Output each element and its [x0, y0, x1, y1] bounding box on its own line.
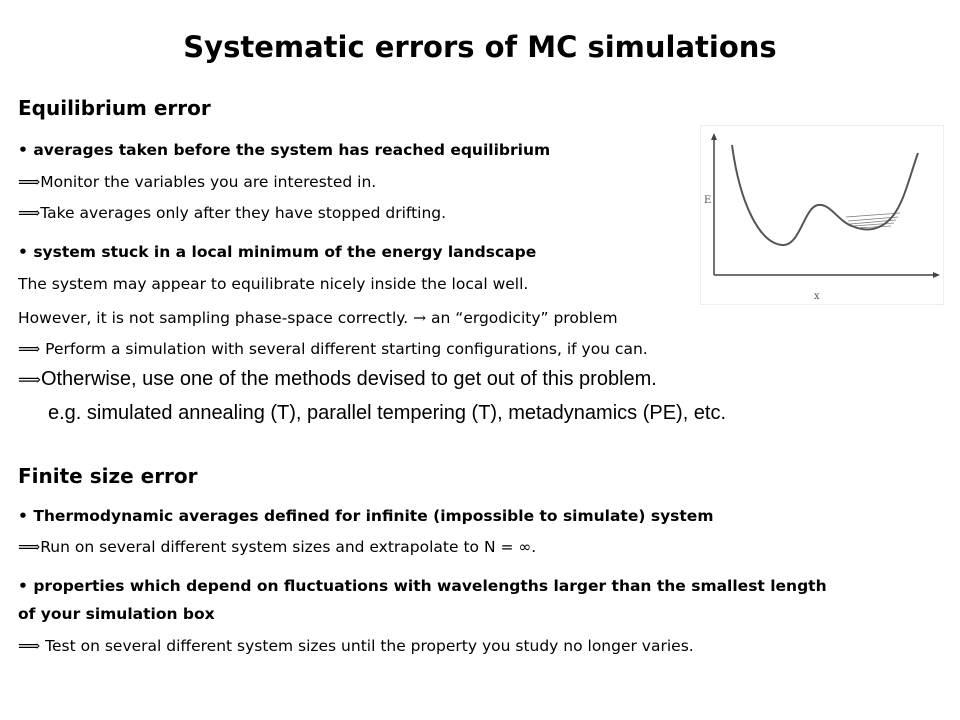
- bullet-text: averages taken before the system has reached equilibrium: [33, 141, 551, 159]
- equilibrium-arrow-2: [18, 204, 446, 222]
- arrow-text: Run on several different system sizes and extrapolate to N = ∞.: [40, 538, 537, 556]
- finite-bullet-2: [18, 577, 827, 595]
- energy-landscape-figure: [700, 125, 944, 305]
- arrow-text: Take averages only after they have stopped drifting.: [40, 204, 447, 222]
- equilibrium-bullet-2: [18, 243, 536, 261]
- bullet-icon: •: [18, 507, 28, 525]
- arrow-text: Test on several different system sizes until the property you study no longer varies.: [45, 637, 694, 655]
- equilibrium-line-2: [18, 309, 618, 327]
- ergodicity-text: an “ergodicity” problem: [431, 309, 618, 327]
- implies-arrow-icon: ⟹: [18, 173, 41, 191]
- finite-bullet-2-continuation: of your simulation box: [18, 605, 215, 623]
- finite-arrow-2: [18, 637, 694, 655]
- bullet-text: Thermodynamic averages defined for infinite (impossible to simulate) system: [33, 507, 714, 525]
- arrow-text: Otherwise, use one of the methods devised to get out of this problem.: [40, 368, 657, 390]
- bullet-icon: •: [18, 141, 28, 159]
- y-axis-label: E: [704, 195, 712, 206]
- equilibrium-heading: Equilibrium error: [18, 96, 211, 120]
- line-text: However, it is not sampling phase-space correctly.: [18, 309, 409, 327]
- finite-arrow-1: [18, 538, 536, 556]
- finite-size-heading: Finite size error: [18, 464, 198, 488]
- implies-arrow-icon: ⟹: [18, 538, 41, 556]
- bullet-icon: •: [18, 243, 28, 261]
- x-axis-label: x: [814, 291, 820, 302]
- figure-frame: [700, 125, 944, 305]
- equilibrium-line-1: The system may appear to equilibrate nicely inside the local well.: [18, 275, 529, 293]
- equilibrium-bullet-1: [18, 141, 550, 159]
- energy-landscape-plot: [700, 125, 944, 305]
- bullet-text: system stuck in a local minimum of the energy landscape: [33, 243, 537, 261]
- bullet-icon: •: [18, 577, 28, 595]
- arrow-text: Monitor the variables you are interested in.: [40, 173, 377, 191]
- bullet-text: properties which depend on fluctuations with wavelengths larger than the smallest length: [33, 577, 827, 595]
- equilibrium-line-3: e.g. simulated annealing (T), parallel tempering (T), metadynamics (PE), etc.: [48, 402, 727, 424]
- implies-arrow-icon: ⟹: [18, 370, 41, 389]
- implies-arrow-icon: ⟹: [18, 204, 41, 222]
- equilibrium-arrow-3: [18, 340, 648, 358]
- equilibrium-arrow-4: [18, 368, 657, 391]
- finite-bullet-1: [18, 507, 713, 525]
- right-arrow-icon: →: [413, 309, 427, 327]
- implies-arrow-icon: ⟹: [18, 340, 41, 358]
- implies-arrow-icon: ⟹: [18, 637, 41, 655]
- equilibrium-arrow-1: [18, 173, 376, 191]
- arrow-text: Perform a simulation with several different starting configurations, if you can.: [45, 340, 648, 358]
- slide-title: Systematic errors of MC simulations: [183, 30, 777, 64]
